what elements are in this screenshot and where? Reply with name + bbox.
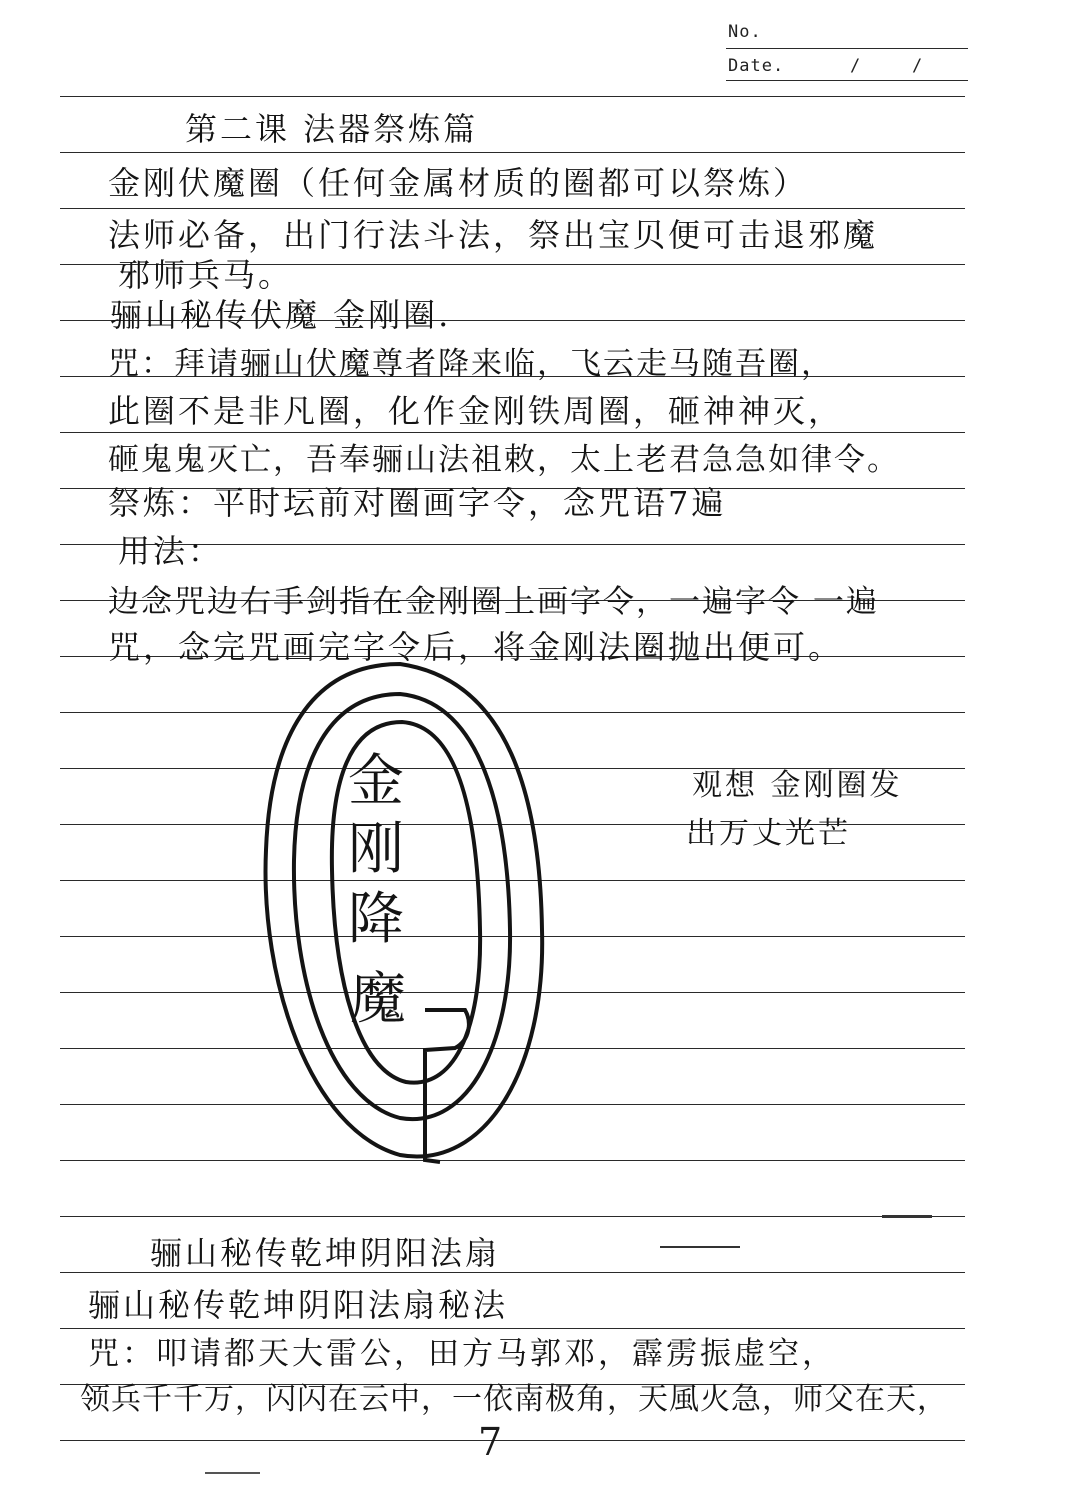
date-label: Date. [728,56,785,76]
seal-tail-stroke [425,1010,469,1162]
text-line: 祭炼：平时坛前对圈画字令，念咒语7遍 [108,484,727,522]
text-line: 咒：拜请骊山伏魔尊者降来临，飞云走马随吾圈， [108,346,834,382]
ruled-line [60,1216,965,1217]
visualize-note: 出万丈光芒 [686,816,851,851]
text-line: 邪师兵马。 [118,256,294,294]
date-separator: / [850,56,862,76]
date-separator: / [912,56,924,76]
text-line: 边念咒边右手剑指在金刚圈上画字令，一遍字令 一遍 [108,584,879,620]
section-title: 骊山秘传乾坤阴阳法扇 [150,1234,501,1272]
text-line: 咒：叩请都天大雷公，田方马郭邓，霹雳振虚空， [88,1336,836,1372]
text-line: 骊山秘传伏魔 金刚圈. [110,296,452,334]
no-rule [726,48,968,49]
lesson-title: 第二课 法器祭炼篇 [185,110,479,148]
text-line: 骊山秘传乾坤阴阳法扇秘法 [88,1286,509,1324]
text-line: 咒，念完咒画完字令后，将金刚法圈抛出便可。 [108,628,844,666]
ruled-line [60,208,965,209]
page-number: 7 [478,1420,503,1464]
seal-char: 降 [348,887,404,952]
text-line: 此圈不是非凡圈，化作金刚铁周圈，砸神神灭， [108,392,844,430]
date-rule [726,80,968,81]
pen-mark [660,1246,740,1248]
seal-char: 刚 [348,817,404,882]
text-line: 金刚伏魔圈（任何金属材质的圈都可以祭炼） [108,164,809,202]
text-line: 砸鬼鬼灭亡，吾奉骊山法祖敕，太上老君急急如律令。 [108,442,900,478]
seal-char: 魔 [350,967,406,1032]
seal-char: 金 [348,749,404,814]
text-line: 用法： [118,532,224,570]
ruled-line [60,96,965,97]
text-line: 法师必备，出门行法斗法，祭出宝贝便可击退邪魔 [108,216,879,254]
ruled-line [60,432,965,433]
text-line: 领兵千千万，闪闪在云中，一依南极角，天風火急，师父在天， [80,1382,948,1417]
ruled-line [60,1440,965,1441]
ruled-line [60,152,965,153]
pen-mark [205,1472,260,1474]
seal-drawing [250,650,570,1170]
no-label: No. [728,22,762,42]
pen-mark [882,1215,932,1218]
visualize-note: 观想 金刚圈发 [692,768,903,803]
